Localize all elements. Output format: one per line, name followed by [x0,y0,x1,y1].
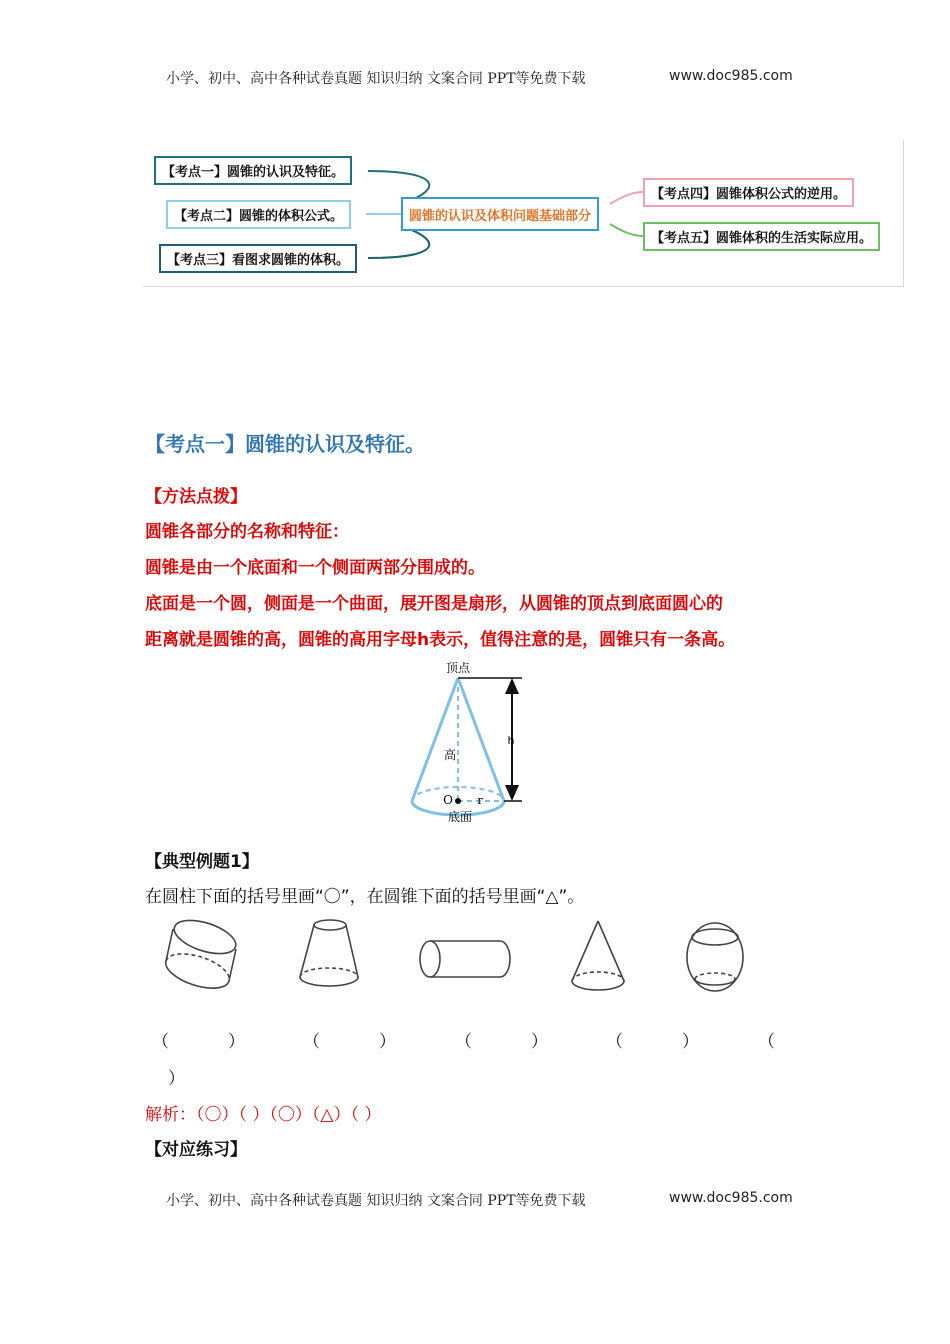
h-label: h [507,734,515,747]
tilted-cylinder-shape [166,915,240,988]
mind-map-node-3: 【考点三】看图求圆锥的体积。 [159,244,357,273]
paren-close-1: ） [228,1032,245,1052]
mind-map-node-1: 【考点一】圆锥的认识及特征。 [154,156,352,185]
sphere-shape [687,923,743,991]
frustum-shape [300,920,358,986]
example-question: 在圆柱下面的括号里画“〇”，在圆锥下面的括号里画“△”。 [145,887,585,907]
center-label: O [443,793,453,807]
paren-open-4: （ [606,1032,623,1052]
shapes-row [160,915,760,1000]
method-line-4: 距离就是圆锥的高，圆锥的高用字母h表示，值得注意的是，圆锥只有一条高。 [145,630,736,650]
method-heading: 【方法点拨】 [145,487,247,507]
method-line-1: 圆锥各部分的名称和特征： [145,522,349,542]
paren-open-2: （ [303,1032,320,1052]
answer-line: 解析：（〇）（ ）（〇）（△）（ ） [145,1105,382,1125]
header-left-text: 小学、初中、高中各种试卷真题 知识归纳 文案合同 PPT等免费下载 [166,71,586,87]
cone-diagram [405,658,535,826]
paren-open-3: （ [455,1032,472,1052]
height-word-label: 高 [443,748,457,762]
method-line-2: 圆锥是由一个底面和一个侧面两部分围成的。 [145,558,485,578]
horizontal-cylinder-shape [420,941,510,977]
practice-heading: 【对应练习】 [145,1140,247,1160]
paren-open-5: （ [758,1032,775,1052]
shapes-drawing [160,915,760,1000]
paren-open-1: （ [152,1032,169,1052]
footer-left-text: 小学、初中、高中各种试卷真题 知识归纳 文案合同 PPT等免费下载 [166,1193,586,1209]
footer-url[interactable]: www.doc985.com [669,1190,793,1206]
paren-close-2: ） [379,1032,396,1052]
base-label: 底面 [447,810,473,824]
section-title: 【考点一】圆锥的认识及特征。 [145,432,425,456]
paren-close-4: ） [682,1032,699,1052]
cone-shape [572,921,624,990]
paren-close-3: ） [531,1032,548,1052]
apex-label: 顶点 [445,661,471,675]
mind-map-node-4: 【考点四】圆锥体积公式的逆用。 [643,178,854,207]
paren-close-5: ） [168,1069,185,1089]
cone-drawing [405,658,535,826]
mind-map-node-5: 【考点五】圆锥体积的生活实际应用。 [643,222,880,251]
mind-map [143,140,905,288]
example-heading: 【典型例题1】 [145,852,259,872]
mind-map-center-node: 圆锥的认识及体积问题基础部分 [401,197,599,231]
method-line-3: 底面是一个圆，侧面是一个曲面，展开图是扇形，从圆锥的顶点到底面圆心的 [145,594,723,614]
header-url[interactable]: www.doc985.com [669,68,793,84]
radius-label: r [477,794,483,807]
mind-map-node-2: 【考点二】圆锥的体积公式。 [166,200,351,229]
